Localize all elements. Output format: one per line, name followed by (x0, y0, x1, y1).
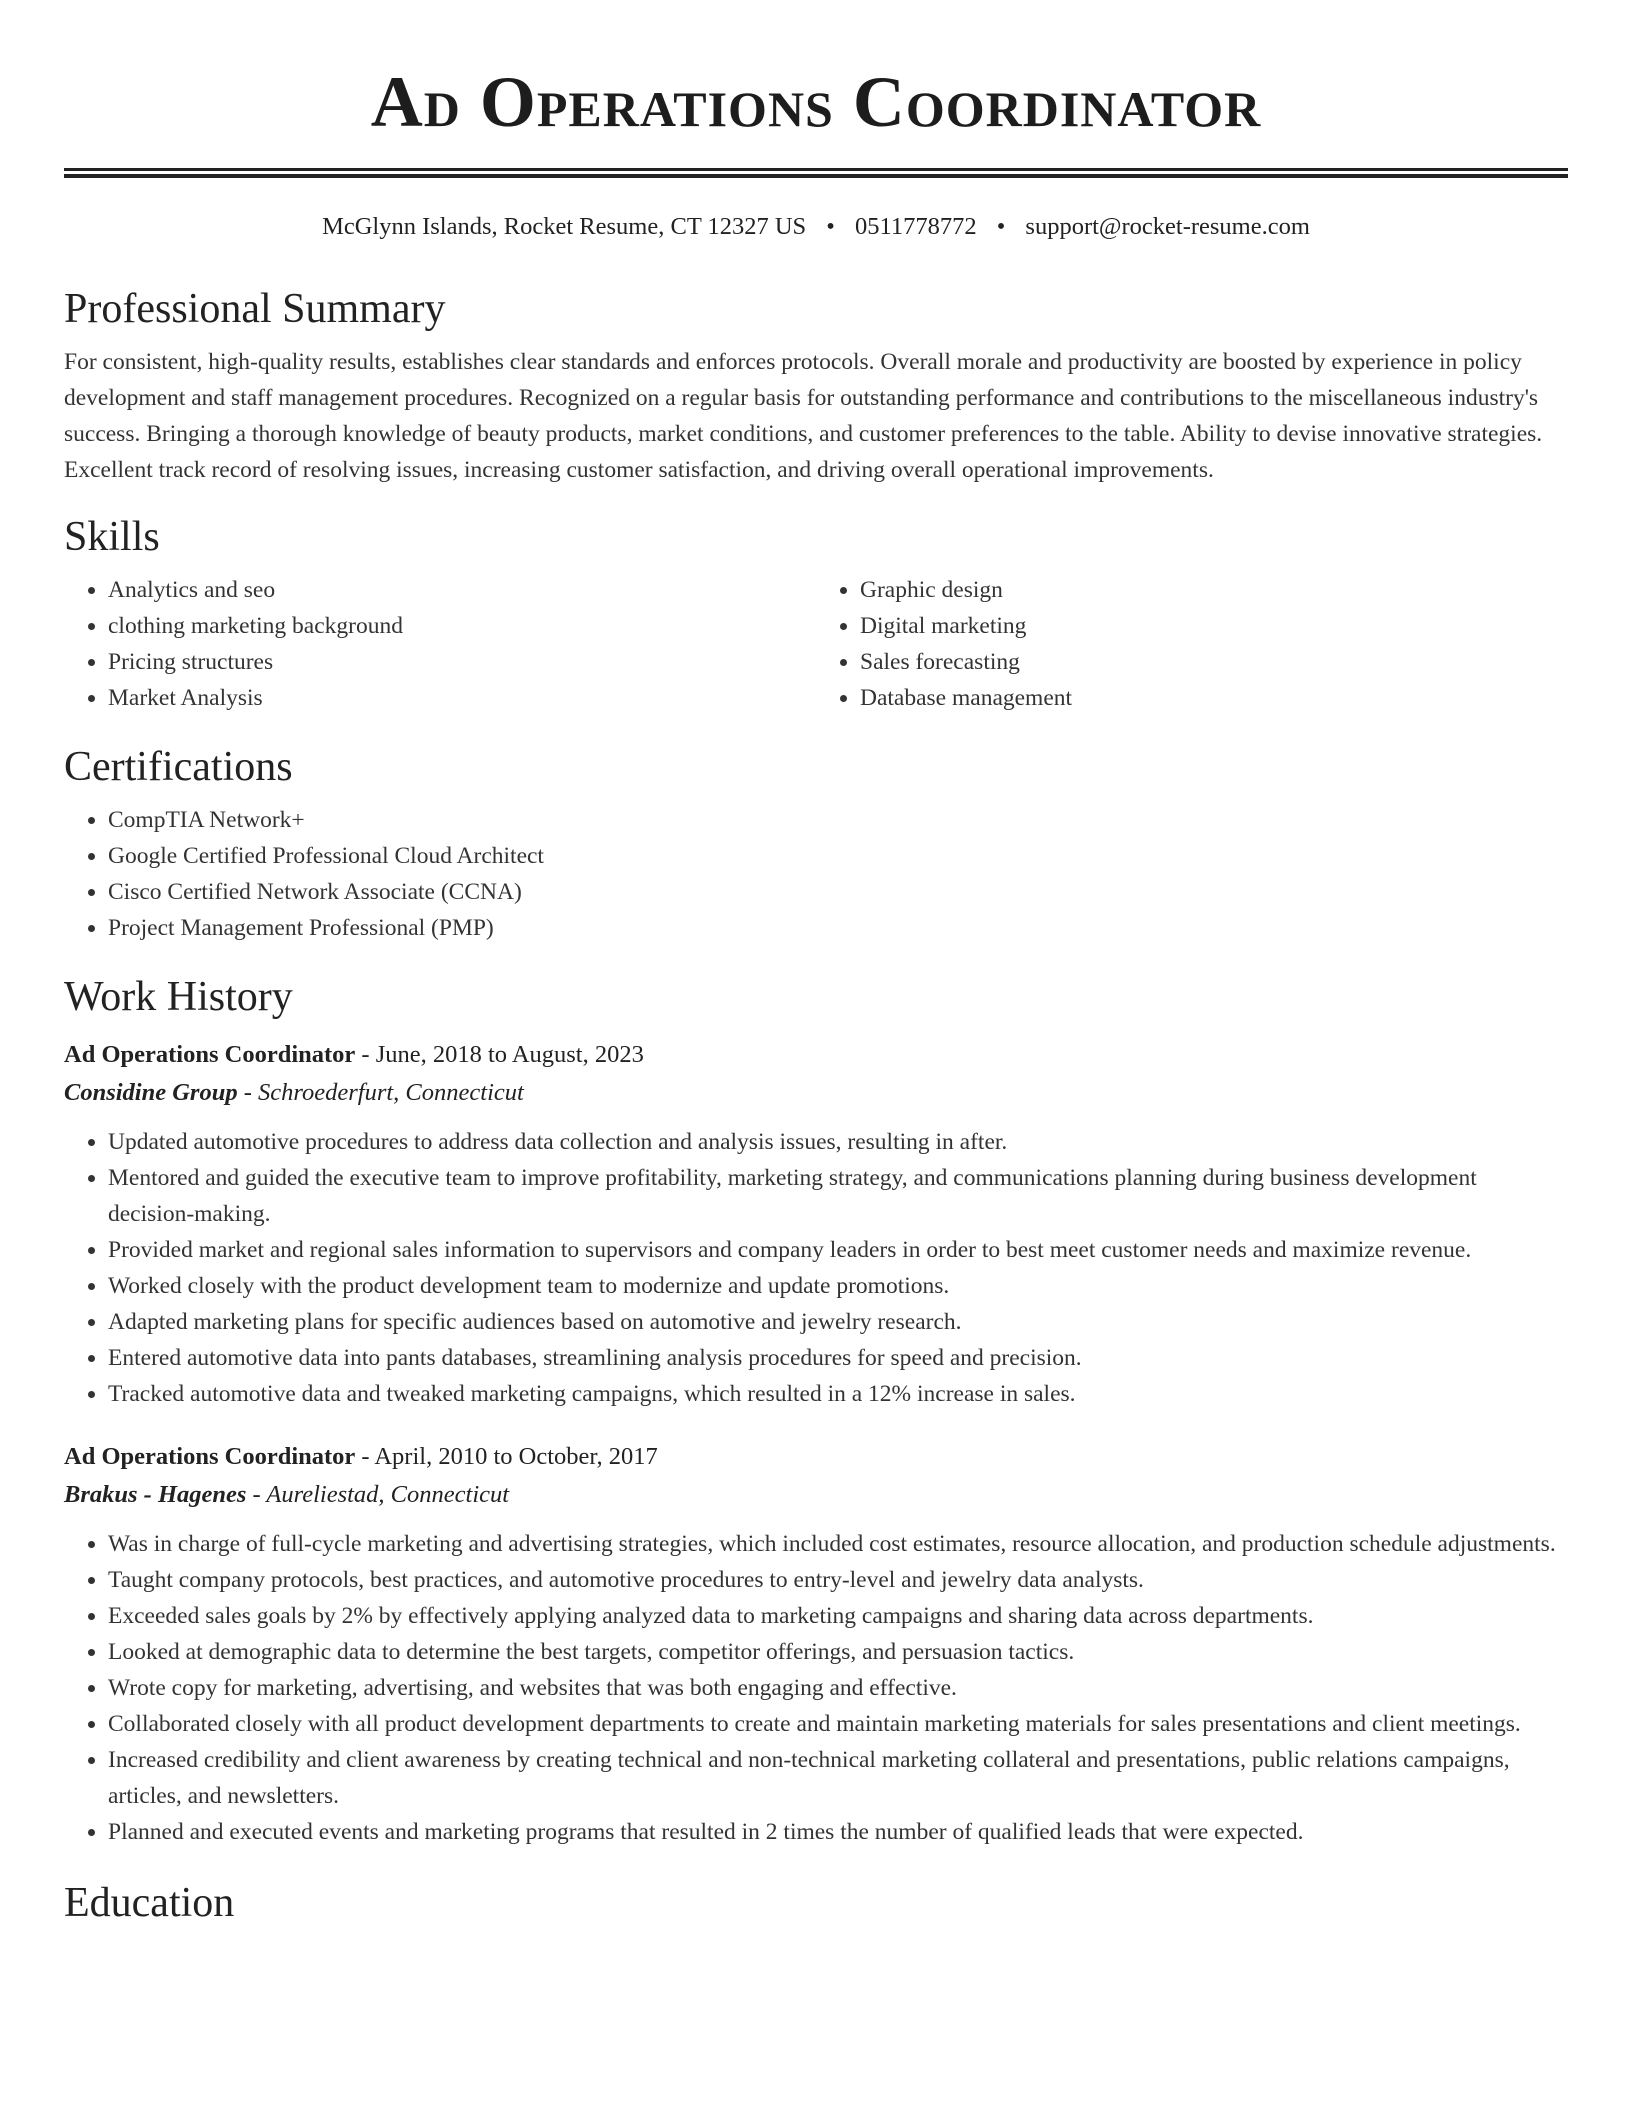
job-entry (64, 1036, 1568, 1412)
job-company: Brakus - Hagenes (64, 1481, 247, 1508)
job-location: - Aureliestad, Connecticut (246, 1481, 510, 1508)
resume-title: Ad Operations Coordinator (370, 62, 1262, 142)
skill-item: • Sales forecasting (860, 644, 1568, 680)
job-bullet: • Updated automotive procedures to address data collection and analysis issues, resulting in after. (108, 1124, 1568, 1160)
skills-heading: Skills (64, 514, 160, 560)
job-bullet: • Mentored and guided the executive team to improve profitability, marketing strategy, and communications planning during business development decision-making. (108, 1160, 1568, 1232)
job-location: - Schroederfurt, Connecticut (237, 1079, 524, 1106)
skill-item: • Analytics and seo (108, 572, 816, 608)
skill-item: • Market Analysis (108, 680, 816, 716)
certifications-heading: Certifications (64, 744, 293, 790)
work-history-heading: Work History (64, 974, 293, 1020)
job-dates: - April, 2010 to October, 2017 (355, 1443, 658, 1470)
contact-phone: 0511778772 (855, 213, 977, 240)
job-bullet: • Provided market and regional sales information to supervisors and company leaders in order to best meet customer needs and maximize revenue. (108, 1232, 1568, 1268)
job-bullets (64, 1526, 1568, 1850)
job-title: Ad Operations Coordinator (64, 1041, 356, 1068)
job-dates: - June, 2018 to August, 2023 (355, 1041, 644, 1068)
job-bullets (64, 1124, 1568, 1412)
title-divider (64, 168, 1568, 178)
job-bullet: • Exceeded sales goals by 2% by effectively applying analyzed data to marketing campaigns and sharing data across departments. (108, 1598, 1568, 1634)
job-bullet: • Adapted marketing plans for specific audiences based on automotive and jewelry research. (108, 1304, 1568, 1340)
job-company-line (64, 1074, 1568, 1112)
skill-item: • Database management (860, 680, 1568, 716)
job-bullet: • Tracked automotive data and tweaked marketing campaigns, which resulted in a 12% increase in sales. (108, 1376, 1568, 1412)
summary-text: For consistent, high-quality results, establishes clear standards and enforces protocols. Overall morale and productivity are boosted by experience in policy development and staff management procedures. Recognized on a regular basis for outstanding performance and contributions to the miscellaneous industry's success. Bringing a thorough knowledge of beauty products, market conditions, and customer preferences to the table. Ability to devise innovative strategies. Excellent track record of resolving issues, increasing customer satisfaction, and driving overall operational improvements. (64, 349, 1543, 483)
job-title-line (64, 1438, 1568, 1476)
skill-item: • clothing marketing background (108, 608, 816, 644)
job-bullet: • Taught company protocols, best practices, and automotive procedures to entry-level and jewelry data analysts. (108, 1562, 1568, 1598)
skills-list-left (64, 572, 816, 716)
contact-address: McGlynn Islands, Rocket Resume, CT 12327 US (322, 213, 807, 240)
job-bullet: • Wrote copy for marketing, advertising, and websites that was both engaging and effective. (108, 1670, 1568, 1706)
job-bullet: • Was in charge of full-cycle marketing and advertising strategies, which included cost estimates, resource allocation, and production schedule adjustments. (108, 1526, 1568, 1562)
skill-item: • Digital marketing (860, 608, 1568, 644)
skills-columns (64, 572, 1568, 716)
contact-separator: • (996, 213, 1006, 240)
job-title-line (64, 1036, 1568, 1074)
contact-separator: • (826, 213, 835, 240)
certification-item: • Cisco Certified Network Associate (CCNA) (108, 874, 1568, 910)
certification-item: • CompTIA Network+ (108, 802, 1568, 838)
job-bullet: • Looked at demographic data to determine the best targets, competitor offerings, and persuasion tactics. (108, 1634, 1568, 1670)
certification-item: • Project Management Professional (PMP) (108, 910, 1568, 946)
certifications-list (64, 802, 1568, 946)
job-bullet: • Planned and executed events and marketing programs that resulted in 2 times the number of qualified leads that were expected. (108, 1814, 1568, 1850)
job-title: Ad Operations Coordinator (64, 1443, 356, 1470)
contact-line (64, 212, 1568, 242)
contact-email: support@rocket-resume.com (1025, 213, 1310, 240)
job-bullet: • Increased credibility and client awareness by creating technical and non-technical marketing collateral and presentations, public relations campaigns, articles, and newsletters. (108, 1742, 1568, 1814)
skill-item: • Pricing structures (108, 644, 816, 680)
job-bullet: • Entered automotive data into pants databases, streamlining analysis procedures for speed and precision. (108, 1340, 1568, 1376)
skill-item: • Graphic design (860, 572, 1568, 608)
summary-heading: Professional Summary (64, 286, 446, 332)
job-bullet: • Collaborated closely with all product development departments to create and maintain marketing materials for sales presentations and client meetings. (108, 1706, 1568, 1742)
job-bullet: • Worked closely with the product development team to modernize and update promotions. (108, 1268, 1568, 1304)
job-company-line (64, 1476, 1568, 1514)
education-heading: Education (64, 1880, 235, 1926)
skills-list-right (816, 572, 1568, 716)
certification-item: • Google Certified Professional Cloud Architect (108, 838, 1568, 874)
job-company: Considine Group (64, 1079, 238, 1106)
job-entry (64, 1438, 1568, 1850)
